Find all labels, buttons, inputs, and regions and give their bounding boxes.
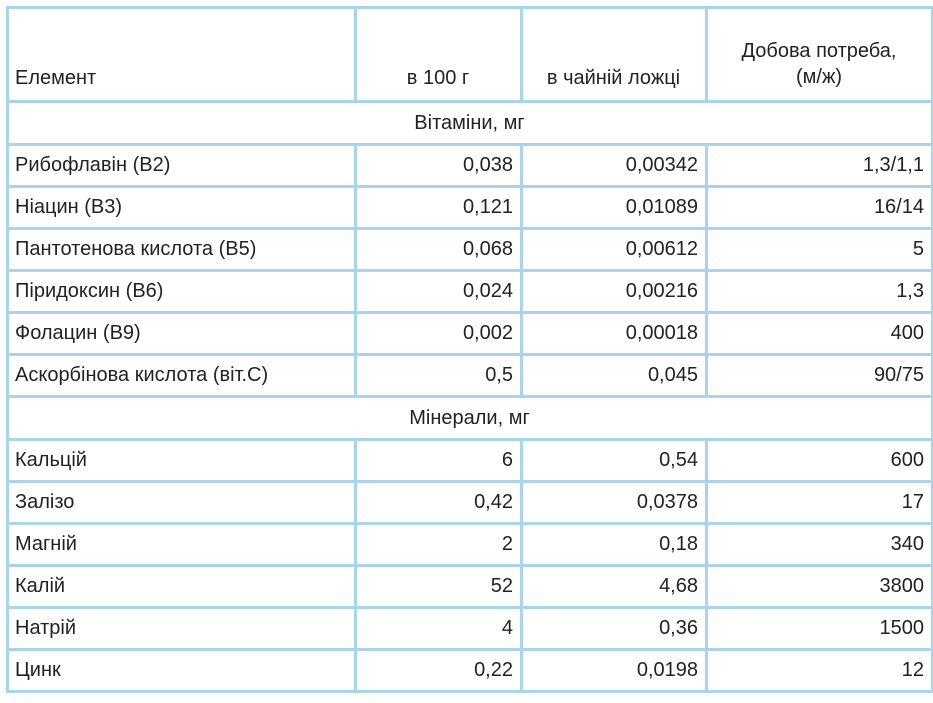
cell-element-name: Аскорбінова кислота (віт.С) (8, 355, 356, 397)
cell-per-100g: 0,42 (356, 482, 522, 524)
nutrition-table-body (8, 8, 933, 692)
cell-per-teaspoon: 0,00612 (522, 229, 707, 271)
cell-per-100g: 52 (356, 566, 522, 608)
table-row (8, 524, 933, 566)
cell-per-100g: 2 (356, 524, 522, 566)
cell-per-teaspoon: 4,68 (522, 566, 707, 608)
cell-per-teaspoon: 0,00018 (522, 313, 707, 355)
cell-daily-need: 1500 (707, 608, 933, 650)
cell-daily-need: 1,3 (707, 271, 933, 313)
cell-element-name: Залізо (8, 482, 356, 524)
cell-per-teaspoon: 0,0198 (522, 650, 707, 692)
table-row (8, 187, 933, 229)
header-daily-need-text (742, 38, 897, 90)
cell-per-100g: 0,5 (356, 355, 522, 397)
header-daily-need-line1: Добова потреба, (741, 40, 897, 62)
cell-daily-need: 600 (707, 440, 933, 482)
table-row (8, 482, 933, 524)
table-row (8, 440, 933, 482)
header-per-100g: в 100 г (356, 8, 522, 102)
cell-element-name: Магній (8, 524, 356, 566)
cell-element-name: Калій (8, 566, 356, 608)
cell-per-teaspoon: 0,00216 (522, 271, 707, 313)
cell-element-name: Піридоксин (В6) (8, 271, 356, 313)
table-row (8, 355, 933, 397)
cell-per-teaspoon: 0,18 (522, 524, 707, 566)
cell-daily-need: 5 (707, 229, 933, 271)
cell-per-100g: 0,024 (356, 271, 522, 313)
table-row (8, 608, 933, 650)
table-row (8, 271, 933, 313)
nutrition-table (6, 6, 933, 693)
cell-per-100g: 6 (356, 440, 522, 482)
header-per-teaspoon: в чайній ложці (522, 8, 707, 102)
header-row (8, 8, 933, 102)
cell-per-100g: 0,002 (356, 313, 522, 355)
cell-element-name: Пантотенова кислота (В5) (8, 229, 356, 271)
cell-per-100g: 0,121 (356, 187, 522, 229)
cell-element-name: Цинк (8, 650, 356, 692)
cell-per-100g: 0,22 (356, 650, 522, 692)
cell-element-name: Рибофлавін (В2) (8, 145, 356, 187)
cell-per-teaspoon: 0,0378 (522, 482, 707, 524)
cell-daily-need: 3800 (707, 566, 933, 608)
cell-daily-need: 90/75 (707, 355, 933, 397)
cell-element-name: Кальцій (8, 440, 356, 482)
cell-daily-need: 12 (707, 650, 933, 692)
cell-per-teaspoon: 0,045 (522, 355, 707, 397)
table-row (8, 313, 933, 355)
table-row (8, 566, 933, 608)
section-row (8, 102, 933, 145)
cell-element-name: Ніацин (В3) (8, 187, 356, 229)
cell-daily-need: 16/14 (707, 187, 933, 229)
cell-daily-need: 1,3/1,1 (707, 145, 933, 187)
cell-per-100g: 0,038 (356, 145, 522, 187)
cell-daily-need: 400 (707, 313, 933, 355)
cell-per-teaspoon: 0,01089 (522, 187, 707, 229)
section-title: Мінерали, мг (8, 397, 933, 440)
cell-daily-need: 17 (707, 482, 933, 524)
table-row (8, 650, 933, 692)
cell-element-name: Фолацин (В9) (8, 313, 356, 355)
table-row (8, 145, 933, 187)
header-daily-need-line2: (м/ж) (795, 66, 842, 88)
cell-per-100g: 4 (356, 608, 522, 650)
cell-per-teaspoon: 0,00342 (522, 145, 707, 187)
cell-per-teaspoon: 0,36 (522, 608, 707, 650)
section-title: Вітаміни, мг (8, 102, 933, 145)
header-element: Елемент (8, 8, 356, 102)
cell-element-name: Натрій (8, 608, 356, 650)
table-row (8, 229, 933, 271)
cell-per-100g: 0,068 (356, 229, 522, 271)
section-row (8, 397, 933, 440)
cell-daily-need: 340 (707, 524, 933, 566)
header-daily-need (707, 8, 933, 102)
cell-per-teaspoon: 0,54 (522, 440, 707, 482)
